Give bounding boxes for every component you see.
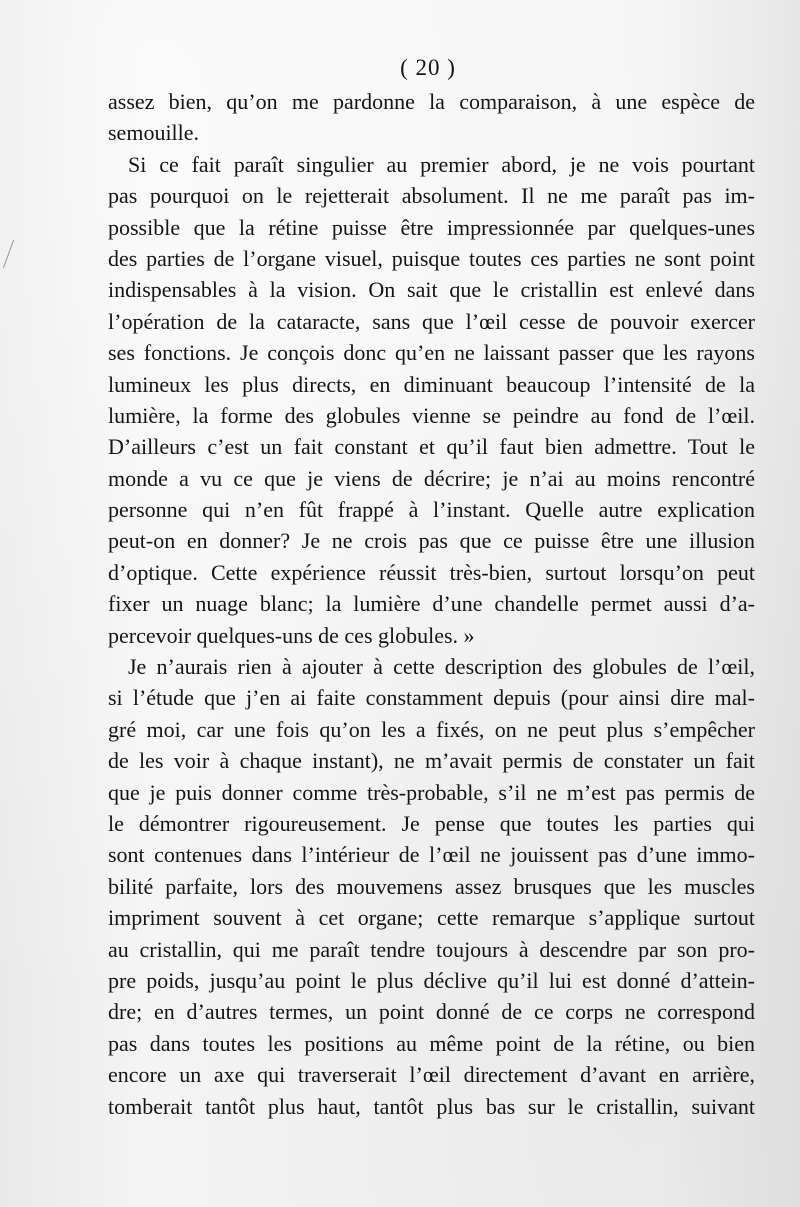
text-line: impriment souvent à cet organe; cette remarque s’applique surtout	[108, 905, 755, 931]
text-line: ses fonctions. Je conçois donc qu’en ne laissant passer que les rayons	[108, 340, 755, 366]
text-line: indispensables à la vision. On sait que le cristallin est enlevé dans	[108, 277, 755, 303]
text-line: semouille.	[108, 120, 200, 146]
page-number: ( 20 )	[400, 55, 456, 80]
text-line: dre; en d’autres termes, un point donné de ce corps ne correspond	[108, 999, 755, 1025]
text-line: monde a vu ce que je viens de décrire; je n’ai au moins rencontré	[108, 465, 755, 491]
text-line: si l’étude que j’en ai faite constamment depuis (pour ainsi dire mal-	[108, 685, 755, 711]
text-line: encore un axe qui traverserait l’œil directement d’avant en arrière,	[108, 1062, 755, 1088]
text-line: personne qui n’en fût frappé à l’instant. Quelle autre explication	[108, 497, 755, 523]
text-line: D’ailleurs c’est un fait constant et qu’il faut bien admettre. Tout le	[108, 434, 755, 460]
text-line: d’optique. Cette expérience réussit très-bien, surtout lorsqu’on peut	[108, 559, 755, 585]
text-line: au cristallin, qui me paraît tendre toujours à descendre par son pro-	[108, 936, 755, 962]
text-line: gré moi, car une fois qu’on les a fixés, on ne peut plus s’empêcher	[108, 716, 755, 742]
text-line-paragraph-start: Je n’aurais rien à ajouter à cette description des globules de l’œil,	[128, 654, 755, 680]
margin-mark	[0, 240, 14, 268]
text-line: pre poids, jusqu’au point le plus déclive qu’il lui est donné d’attein-	[108, 967, 755, 993]
text-line: que je puis donner comme très-probable, s’il ne m’est pas permis de	[108, 779, 755, 805]
text-line: fixer un nuage blanc; la lumière d’une chandelle permet aussi d’a-	[108, 591, 755, 617]
text-line: tomberait tantôt plus haut, tantôt plus bas sur le cristallin, suivant	[108, 1093, 755, 1119]
text-line: peut-on en donner? Je ne crois pas que ce puisse être une illusion	[108, 528, 755, 554]
text-line: sont contenues dans l’intérieur de l’œil ne jouissent pas d’une immo-	[108, 842, 755, 868]
text-line: l’opération de la cataracte, sans que l’œil cesse de pouvoir exercer	[108, 308, 755, 334]
text-line: lumière, la forme des globules vienne se peindre au fond de l’œil.	[108, 402, 755, 428]
text-line: de les voir à chaque instant), ne m’avait permis de constater un fait	[108, 748, 755, 774]
text-line: pas pourquoi on le rejetterait absolument. Il ne me paraît pas im-	[108, 183, 755, 209]
text-line: lumineux les plus directs, en diminuant beaucoup l’intensité de la	[108, 371, 755, 397]
text-line: bilité parfaite, lors des mouvemens assez brusques que les muscles	[108, 873, 755, 899]
text-line: possible que la rétine puisse être impressionnée par quelques-unes	[108, 214, 755, 240]
text-line: assez bien, qu’on me pardonne la comparaison, à une espèce de	[108, 89, 755, 114]
text-line: percevoir quelques-uns de ces globules. »	[108, 622, 475, 648]
text-line-paragraph-start: Si ce fait paraît singulier au premier abord, je ne vois pourtant	[128, 151, 755, 177]
text-line: pas dans toutes les positions au même point de la rétine, ou bien	[108, 1030, 755, 1056]
body-text	[108, 86, 755, 1122]
text-line: des parties de l’organe visuel, puisque toutes ces parties ne sont point	[108, 245, 755, 271]
text-line: le démontrer rigoureusement. Je pense que toutes les parties qui	[108, 810, 755, 836]
